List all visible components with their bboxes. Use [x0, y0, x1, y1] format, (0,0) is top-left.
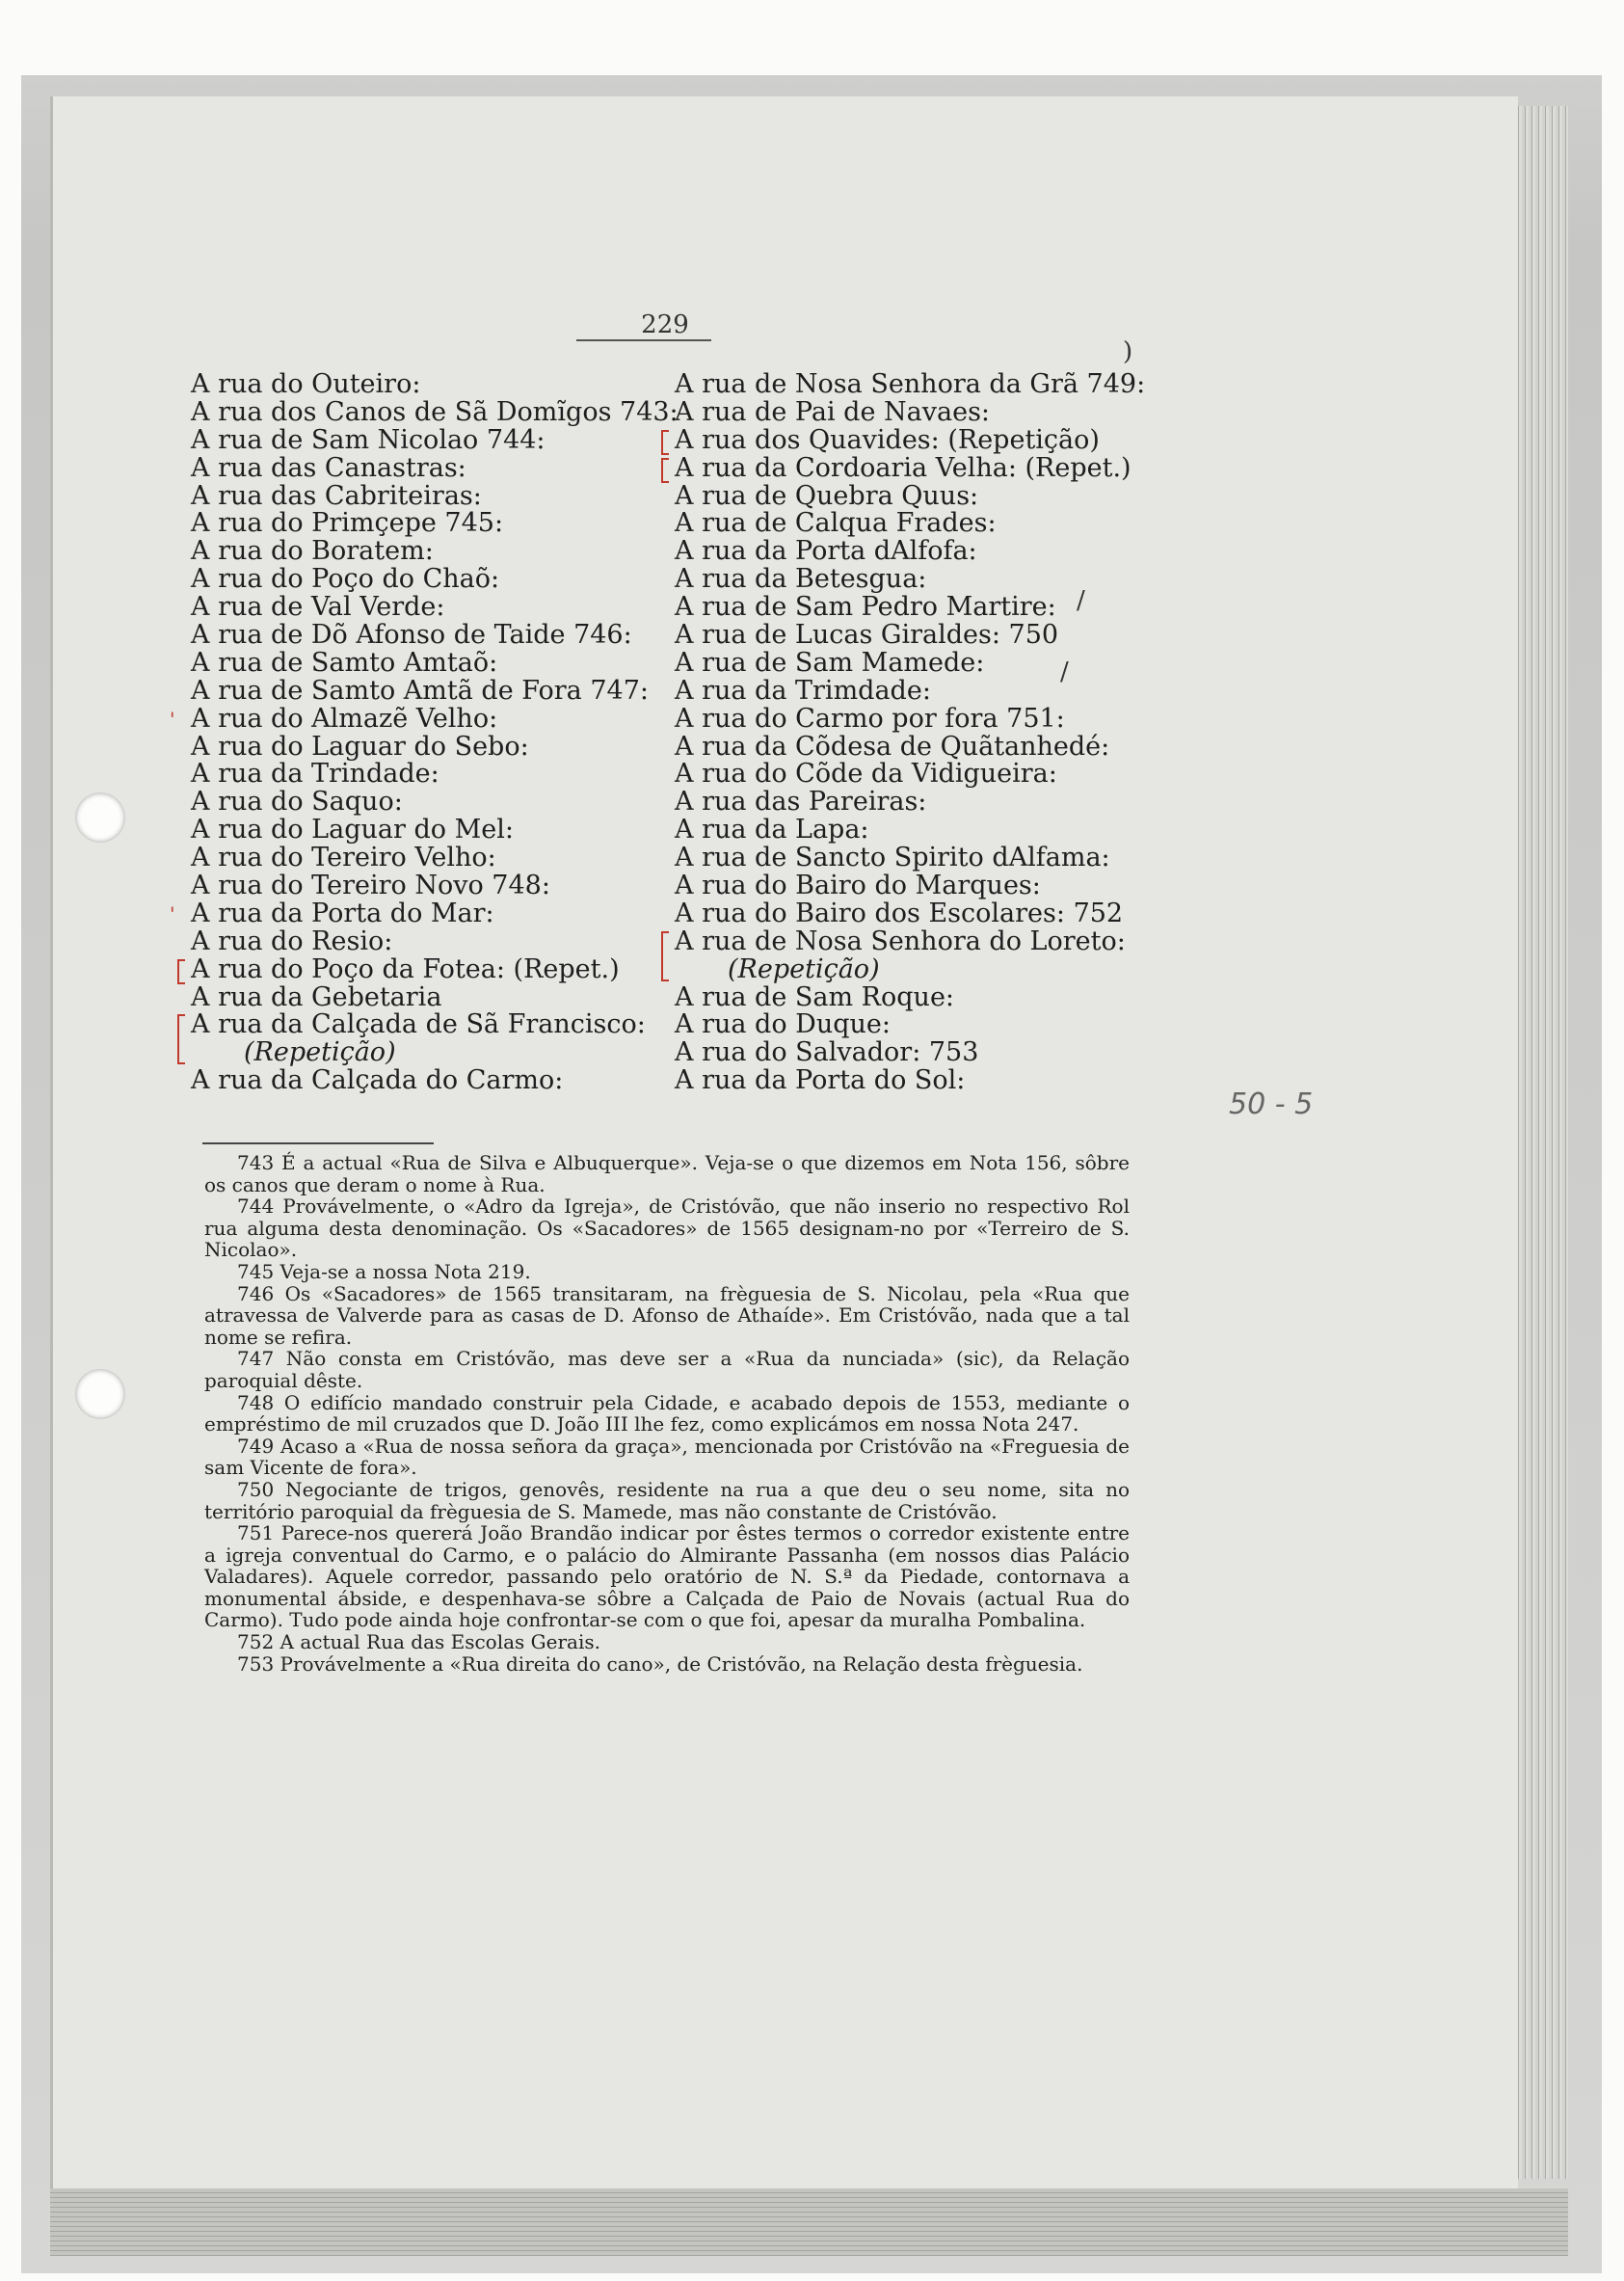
street-entry [191, 845, 644, 872]
street-entry [191, 953, 644, 984]
street-name: A rua do Salvador: 753 [675, 1037, 979, 1068]
footnote-rule [202, 1142, 434, 1144]
street-name: A rua do Boratem: [191, 536, 434, 567]
street-name: A rua da Trimdade: [675, 675, 931, 706]
street-name: A rua do Resio: [191, 926, 393, 956]
street-name: A rua das Cabriteiras: [191, 480, 482, 511]
street-name: A rua do Carmo por fora 751: [675, 703, 1065, 734]
punch-hole-bottom [75, 1369, 125, 1419]
punch-hole-top [75, 792, 125, 843]
street-name: A rua dos Canos de Sã Domĩgos 743: [191, 396, 679, 427]
street-entry [191, 872, 644, 900]
street-entry [675, 594, 1137, 622]
street-name: A rua da Porta dAlfofa: [675, 536, 977, 567]
footnote: 747 Não consta em Cristóvão, mas deve ser a «Rua da nunciada» (sic), da Relação paroquial dêste. [204, 1347, 1130, 1392]
street-entry [191, 622, 644, 650]
street-name: A rua de Lucas Giraldes: 750 [675, 620, 1059, 651]
street-name: A rua de Dõ Afonso de Taide 746: [191, 620, 632, 651]
street-name: A rua da Porta do Sol: [675, 1065, 966, 1096]
street-entry [675, 703, 1137, 734]
street-entry [191, 981, 644, 1012]
street-name: A rua da Gebetaria [191, 981, 442, 1012]
street-entry [675, 538, 1137, 566]
street-name: A rua da Betesgua: [675, 564, 927, 595]
street-entry [191, 1067, 644, 1095]
footnote: 753 Provávelmente a «Rua direita do cano», de Cristóvão, na Relação desta frèguesia. [237, 1651, 1083, 1676]
street-entry [675, 424, 1137, 455]
street-entry [191, 424, 644, 455]
page-number-rule [576, 339, 711, 341]
street-name: A rua dos Quavides: (Repetição) [675, 424, 1100, 455]
page-stack-bottom [50, 2188, 1568, 2256]
street-entry [191, 452, 644, 483]
street-entry [675, 817, 1137, 845]
street-entry [675, 1067, 1137, 1095]
street-entry [675, 396, 1137, 427]
street-entry [191, 371, 644, 399]
pencil-mark: ) [1123, 337, 1133, 366]
street-entry [675, 622, 1137, 650]
street-entry [191, 396, 679, 427]
footnote: 749 Acaso a «Rua de nossa señora da graça», mencionada por Cristóvão na «Freguesia de sam Vicente de fora». [204, 1434, 1130, 1480]
street-entry [675, 566, 1137, 594]
street-name: A rua das Canastras: [191, 452, 466, 483]
street-entry [675, 761, 1137, 789]
street-name: A rua de Sancto Spirito dAlfama: [675, 843, 1110, 873]
red-bracket-mark [177, 1014, 185, 1064]
street-name: A rua da Trindade: [191, 759, 439, 790]
street-name: A rua de Calqua Frades: [675, 508, 997, 539]
street-name: A rua de Sam Roque: [675, 981, 955, 1012]
street-entry [191, 1011, 644, 1039]
street-name: A rua da Cordoaria Velha: (Repet.) [675, 452, 1131, 483]
street-name: A rua de Samto Amtaõ: [191, 647, 498, 678]
footnote: 750 Negociante de trigos, genovês, residente na rua a que deu o seu nome, sita no território paroquial da frèguesia de S. Mamede, mas não constante de Cristóvão. [204, 1477, 1130, 1523]
red-bracket-mark [661, 931, 669, 981]
street-name: A rua de Val Verde: [191, 592, 445, 623]
street-entry [675, 1011, 1137, 1039]
street-entry [675, 452, 1137, 483]
street-name: A rua de Nosa Senhora da Grã 749: [675, 369, 1146, 399]
street-name: A rua do Duque: [675, 1009, 891, 1040]
footnote: 744 Provávelmente, o «Adro da Igreja», de Cristóvão, que não inserio no respectivo Rol rua alguma desta denominação. Os «Sacadores» de 1565 designam-no por «Terreiro de S. Nicolao». [204, 1194, 1130, 1262]
street-entry [170, 898, 644, 928]
street-entry [675, 480, 1137, 511]
street-name: A rua de Sam Nicolao 744: [191, 424, 546, 455]
margin-note: 50 - 5 [1229, 1087, 1314, 1121]
footnote: 751 Parece-nos quererá João Brandão indicar por êstes termos o corredor existente entre a igreja conventual do Carmo, e o palácio do Almirante Passanha (em nossos dias Palácio Valadares). Aquele corredor, passando pelo oratório de N. S.ª da Piedade, contornava a monumental ábside, e despenhava-se sôbre a Calçada de Paio de Novais (actual Rua do Carmo). Tudo pode ainda hoje confrontar-se com o que foi, apesar da muralha Pombalina. [204, 1521, 1130, 1632]
street-name: A rua do Almazẽ Velho: [191, 703, 498, 734]
street-entry [675, 953, 1137, 984]
street-name: A rua de Sam Pedro Martire: [675, 592, 1056, 623]
street-entry [675, 845, 1137, 872]
street-name: A rua da Calçada do Carmo: [191, 1065, 564, 1096]
street-entry [191, 594, 644, 622]
street-name: A rua do Poço da Fotea: (Repet.) [191, 953, 620, 984]
street-entry [170, 703, 644, 734]
street-name: A rua da Lapa: [675, 815, 869, 845]
street-name: A rua da Cõdesa de Quãtanhedé: [675, 731, 1110, 762]
footnotes [204, 1152, 1130, 1675]
footnote: 752 A actual Rua das Escolas Gerais. [237, 1630, 600, 1654]
street-name: A rua do Tereiro Novo 748: [191, 871, 550, 901]
pencil-mark: / [1077, 586, 1085, 615]
footnote: 743 É a actual «Rua de Silva e Albuquerque». Veja-se o que dizemos em Nota 156, sôbre os canos que deram o nome à Rua. [204, 1151, 1130, 1196]
street-name: A rua de Quebra Quus: [675, 480, 979, 511]
red-tick-mark: ' [170, 707, 175, 731]
right-column [675, 369, 1146, 1096]
street-name: A rua de Nosa Senhora do Loreto: [675, 926, 1126, 956]
street-entry [191, 761, 644, 789]
red-bracket-mark [661, 458, 669, 483]
street-name: A rua do Tereiro Velho: [191, 843, 496, 873]
street-name: A rua do Laguar do Sebo: [191, 731, 529, 762]
street-name: A rua de Sam Mamede: [675, 647, 985, 678]
street-name: A rua do Laguar do Mel: [191, 815, 514, 845]
street-entry [675, 928, 1137, 956]
red-bracket-mark [661, 430, 669, 455]
street-entry [191, 817, 644, 845]
street-name: A rua do Bairo dos Escolares: 752 [675, 898, 1124, 928]
street-entry [191, 675, 649, 706]
street-name: A rua do Poço do Chaõ: [191, 564, 500, 595]
street-name: A rua da Calçada de Sã Francisco: [191, 1009, 646, 1040]
red-bracket-mark [177, 959, 185, 984]
street-name: A rua do Primçepe 745: [191, 508, 504, 539]
street-entry [191, 928, 644, 956]
street-entry [191, 480, 644, 511]
street-entry [675, 1039, 1137, 1067]
street-entry [191, 566, 644, 594]
street-name: A rua da Porta do Mar: [191, 898, 494, 928]
page-number: 229 [641, 310, 689, 339]
page-stack-edge [1515, 106, 1568, 2179]
left-column [170, 369, 679, 1096]
street-entry [191, 510, 644, 538]
street-name: A rua de Pai de Navaes: [675, 396, 991, 427]
street-entry [191, 731, 644, 762]
red-tick-mark: ' [170, 901, 175, 926]
street-name: (Repetição) [728, 953, 880, 984]
pencil-mark: / [1060, 657, 1069, 686]
street-entry [675, 872, 1137, 900]
street-entry [191, 647, 644, 678]
street-entry [191, 538, 644, 566]
street-name: A rua do Outeiro: [191, 369, 421, 399]
street-name: A rua do Bairo do Marques: [675, 871, 1041, 901]
street-name: A rua do Saquo: [191, 787, 403, 818]
street-name: A rua de Samto Amtã de Fora 747: [191, 675, 649, 706]
footnote: 745 Veja-se a nossa Nota 219. [237, 1259, 531, 1283]
footnote: 746 Os «Sacadores» de 1565 transitaram, na frèguesia de S. Nicolau, pela «Rua que atravessa de Valverde para as casas de D. Afonso de Athaíde». Em Cristóvão, nada que a tal nome se refira. [204, 1281, 1130, 1349]
street-name: A rua das Pareiras: [675, 787, 927, 818]
street-entry [675, 789, 1137, 817]
footnote: 748 O edifício mandado construir pela Cidade, e acabado depois de 1553, mediante o empréstimo de mil cruzados que D. João III lhe fez, como explicámos em nossa Nota 247. [204, 1390, 1130, 1436]
street-entry [675, 369, 1146, 399]
street-entry [675, 731, 1137, 762]
street-entry [675, 510, 1137, 538]
street-name: A rua do Cõde da Vidigueira: [675, 759, 1057, 790]
street-entry [675, 981, 1137, 1012]
street-entry [191, 1039, 644, 1067]
street-entry [191, 789, 644, 817]
street-entry [675, 900, 1137, 928]
street-name: (Repetição) [244, 1037, 396, 1068]
